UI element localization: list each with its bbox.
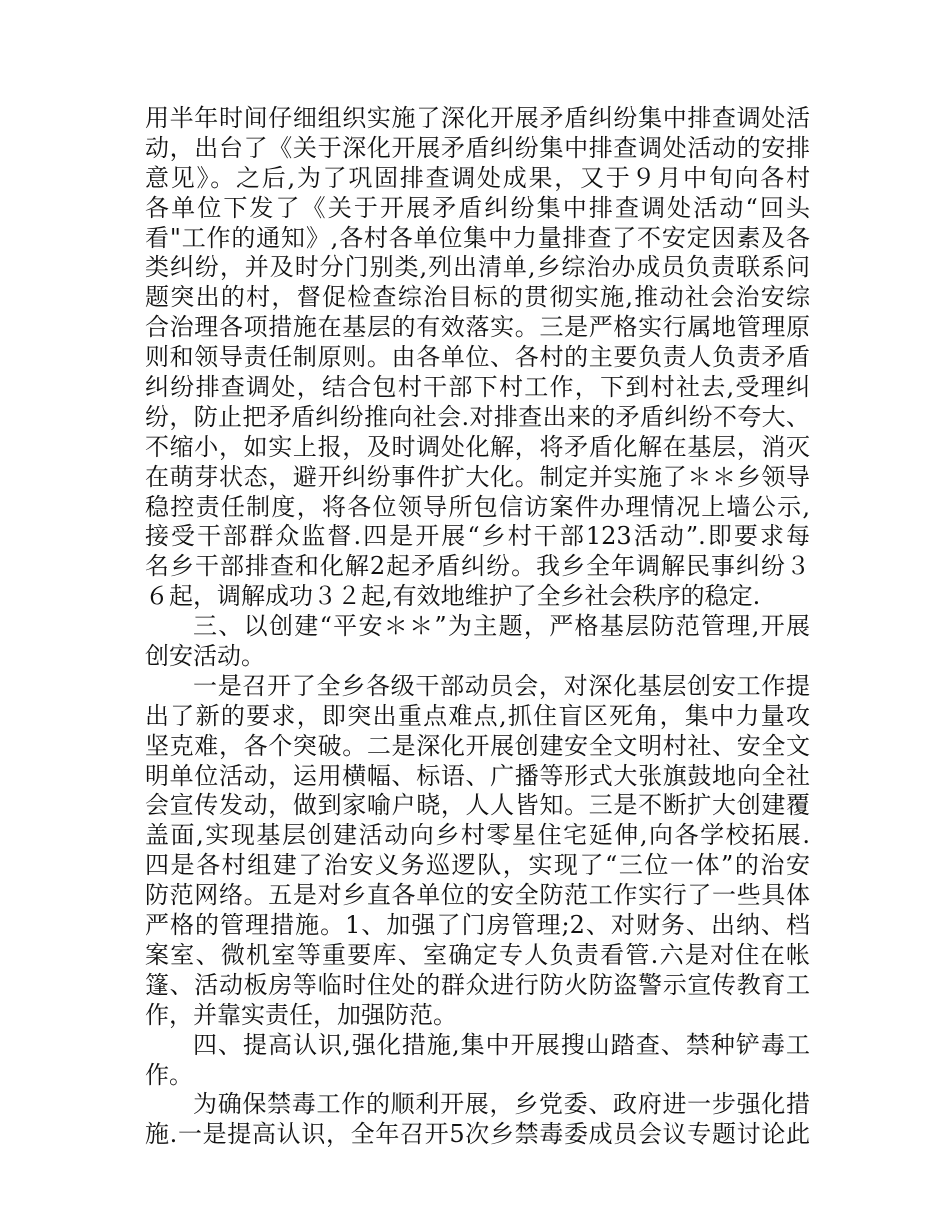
- text-line: 盖面,实现基层创建活动向乡村零星住宅延伸,向各学校拓展.: [145, 821, 810, 850]
- text-line: 作，并靠实责任，加强防范。: [145, 1000, 457, 1029]
- text-line: 类纠纷，并及时分门别类,列出清单,乡综治办成员负责联系问: [145, 253, 810, 282]
- text-line: 用半年时间仔细组织实施了深化开展矛盾纠纷集中排查调处活: [145, 104, 810, 132]
- text-line: 稳控责任制度，将各位领导所包信访案件办理情况上墙公示,: [145, 492, 810, 521]
- text-line: 篷、活动板房等临时住处的群众进行防火防盗警示宣传教育工: [145, 970, 810, 999]
- text-line: 题突出的村，督促检查综治目标的贯彻实施,推动社会治安综: [145, 283, 810, 312]
- text-line: 看"工作的通知》,各村各单位集中力量排查了不安定因素及各: [145, 223, 810, 252]
- text-line: 为确保禁毒工作的顺利开展，乡党委、政府进一步强化措: [193, 1090, 810, 1119]
- text-line: 会宣传发动，做到家喻户晓，人人皆知。三是不断扩大创建覆: [145, 791, 810, 820]
- text-line: 纷，防止把矛盾纠纷推向社会.对排查出来的矛盾纠纷不夸大、: [145, 402, 810, 431]
- document-page: [145, 104, 810, 1150]
- text-line: 四是各村组建了治安义务巡逻队，实现了“三位一体”的治安: [145, 851, 810, 880]
- text-line: 则和领导责任制原则。由各单位、各村的主要负责人负责矛盾: [145, 343, 810, 372]
- text-line: 不缩小，如实上报，及时调处化解，将矛盾化解在基层，消灭: [145, 432, 810, 461]
- text-line: 纠纷排查调处，结合包村干部下村工作，下到村社去,受理纠: [145, 373, 810, 402]
- text-line: 严格的管理措施。1、加强了门房管理;2、对财务、出纳、档: [145, 911, 810, 940]
- text-line: 在萌芽状态，避开纠纷事件扩大化。制定并实施了＊＊乡领导: [145, 462, 810, 491]
- text-line: 创安活动。: [145, 642, 265, 671]
- text-line: 施.一是提高认识，全年召开5次乡禁毒委成员会议专题讨论此: [145, 1120, 810, 1149]
- text-line: 坚克难，各个突破。二是深化开展创建安全文明村社、安全文: [145, 731, 810, 760]
- text-line: ６起，调解成功３２起,有效地维护了全乡社会秩序的稳定.: [145, 582, 761, 611]
- text-line: 名乡干部排查和化解2起矛盾纠纷。我乡全年调解民事纠纷３: [145, 552, 810, 581]
- text-line: 合治理各项措施在基层的有效落实。三是严格实行属地管理原: [145, 313, 810, 342]
- text-line: 三、以创建“平安＊＊”为主题，严格基层防范管理,开展: [193, 612, 810, 641]
- text-line: 案室、微机室等重要库、室确定专人负责看管.六是对住在帐: [145, 940, 810, 969]
- text-line: 接受干部群众监督.四是开展“乡村干部123活动”.即要求每: [145, 522, 810, 551]
- text-line: 出了新的要求，即突出重点难点,抓住盲区死角，集中力量攻: [145, 701, 810, 730]
- text-line: 一是召开了全乡各级干部动员会，对深化基层创安工作提: [193, 671, 810, 700]
- text-line: 意见》。之后,为了巩固排查调处成果，又于９月中旬向各村: [145, 163, 810, 192]
- text-line: 明单位活动，运用横幅、标语、广播等形式大张旗鼓地向全社: [145, 761, 810, 790]
- text-line: 四、提高认识,强化措施,集中开展搜山踏查、禁种铲毒工: [193, 1030, 810, 1059]
- text-line: 作。: [145, 1060, 193, 1089]
- text-line: 动，出台了《关于深化开展矛盾纠纷集中排查调处活动的安排: [145, 133, 810, 162]
- text-line: 各单位下发了《关于开展矛盾纠纷集中排查调处活动“回头: [145, 193, 810, 222]
- text-line: 防范网络。五是对乡直各单位的安全防范工作实行了一些具体: [145, 881, 810, 910]
